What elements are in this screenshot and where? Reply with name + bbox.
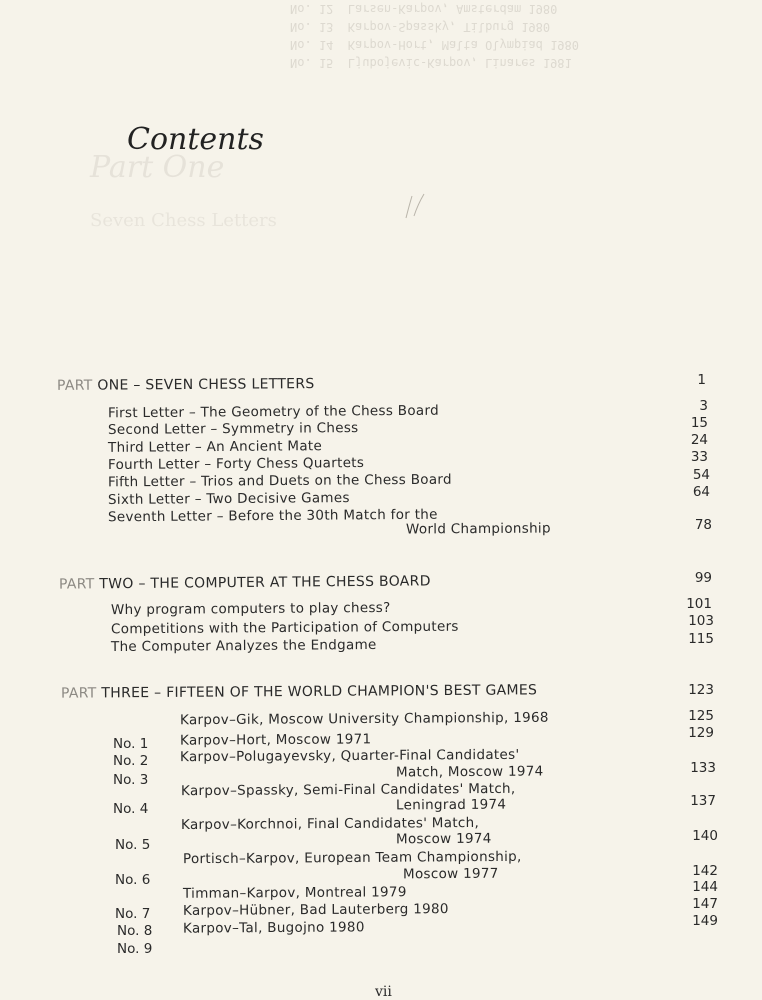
part-label: PART: [58, 576, 95, 593]
part-two-page: 99: [694, 570, 712, 586]
toc-page: 33: [690, 449, 708, 465]
toc-page: 129: [688, 725, 714, 741]
game-number: No. 1: [113, 736, 149, 752]
part-title: TWO – THE COMPUTER AT THE CHESS BOARD: [99, 573, 431, 593]
toc-page: 24: [690, 432, 708, 448]
toc-entry-continuation: World Championship: [405, 520, 551, 538]
toc-entry: Third Letter – An Ancient Mate: [107, 438, 323, 456]
game-number: No. 8: [117, 923, 153, 939]
game-entry: Karpov–Spassky, Semi-Final Candidates' Match,: [180, 780, 516, 800]
toc-page: 144: [692, 879, 718, 895]
part-three-heading: [61, 682, 537, 701]
game-entry: Karpov–Korchnoi, Final Candidates' Match,: [180, 814, 480, 834]
part-title: ONE – SEVEN CHESS LETTERS: [97, 376, 315, 394]
toc-page: 15: [690, 415, 708, 431]
toc-page: 3: [699, 398, 708, 414]
toc-entry: Fourth Letter – Forty Chess Quartets: [107, 454, 365, 474]
game-number: No. 4: [113, 801, 149, 817]
game-number: No. 6: [115, 872, 151, 888]
bleed-through-part-title: Part One: [90, 150, 225, 185]
game-number: No. 9: [117, 941, 153, 957]
toc-page: 64: [692, 484, 710, 500]
game-entry-continuation: Moscow 1977: [402, 865, 499, 883]
part-title: THREE – FIFTEEN OF THE WORLD CHAMPION'S BEST GAMES: [101, 682, 538, 702]
game-entry: Portisch–Karpov, European Team Championship,: [182, 848, 522, 868]
toc-page: 133: [690, 760, 716, 776]
toc-page: 142: [692, 863, 718, 879]
game-number: No. 7: [115, 906, 151, 922]
game-number: No. 3: [113, 772, 149, 788]
toc-page: 101: [686, 596, 712, 612]
game-entry: Karpov–Gik, Moscow University Championship, 1968: [179, 709, 549, 729]
bleed-through-part-subtitle: Seven Chess Letters: [90, 210, 277, 231]
toc-entry: Fifth Letter – Trios and Duets on the Chess Board: [107, 471, 452, 491]
toc-entry: First Letter – The Geometry of the Chess Board: [107, 402, 440, 422]
part-label: PART: [56, 377, 93, 394]
part-three-page: 123: [688, 682, 714, 698]
part-two-heading: [59, 573, 431, 592]
toc-page: 140: [692, 828, 718, 844]
toc-entry: Why program computers to play chess?: [110, 599, 391, 619]
game-entry: Karpov–Hort, Moscow 1971: [179, 731, 372, 749]
part-one-heading: [57, 376, 315, 394]
game-entry: Karpov–Tal, Bugojno 1980: [182, 919, 365, 937]
toc-entry: The Computer Analyzes the Endgame: [110, 636, 377, 656]
toc-page: 147: [692, 896, 718, 912]
game-entry: Timman–Karpov, Montreal 1979: [182, 884, 407, 902]
toc-page: 78: [694, 517, 712, 533]
toc-page: 125: [688, 708, 714, 724]
bleed-through-line: No. 14 Karpov-Hort, Malta Olympiad 1980: [290, 38, 579, 52]
toc-page: 115: [688, 631, 714, 647]
game-entry: Karpov–Polugayevsky, Quarter-Final Candidates': [179, 746, 520, 766]
game-number: No. 5: [115, 837, 151, 853]
game-entry: Karpov–Hübner, Bad Lauterberg 1980: [182, 901, 449, 919]
pencil-mark-icon: [400, 192, 430, 222]
game-entry-continuation: Moscow 1974: [395, 830, 492, 848]
bleed-through-line: No. 12 Larsen-Karpov, Amsterdam 1980: [290, 2, 558, 16]
toc-page: 54: [692, 467, 710, 483]
game-entry-continuation: Leningrad 1974: [395, 796, 507, 814]
game-number: No. 2: [113, 753, 149, 769]
toc-entry: Seventh Letter – Before the 30th Match for the: [107, 506, 438, 526]
toc-page: 137: [690, 793, 716, 809]
toc-entry: Second Letter – Symmetry in Chess: [107, 420, 359, 438]
bleed-through-line: No. 15 Ljubojevic-Karpov, Linares 1981: [290, 56, 572, 70]
toc-entry: Competitions with the Participation of Computers: [110, 618, 459, 638]
toc-entry: Sixth Letter – Two Decisive Games: [107, 490, 350, 508]
page-folio: vii: [375, 984, 392, 1000]
toc-page: 149: [692, 913, 718, 929]
toc-page: 103: [688, 613, 714, 629]
part-one-page: 1: [697, 372, 706, 388]
game-entry-continuation: Match, Moscow 1974: [395, 763, 544, 781]
part-label: PART: [60, 685, 97, 702]
bleed-through-line: No. 13 Karpov-Spassky, Tilburg 1980: [290, 20, 551, 34]
page-title: Contents: [127, 122, 264, 157]
